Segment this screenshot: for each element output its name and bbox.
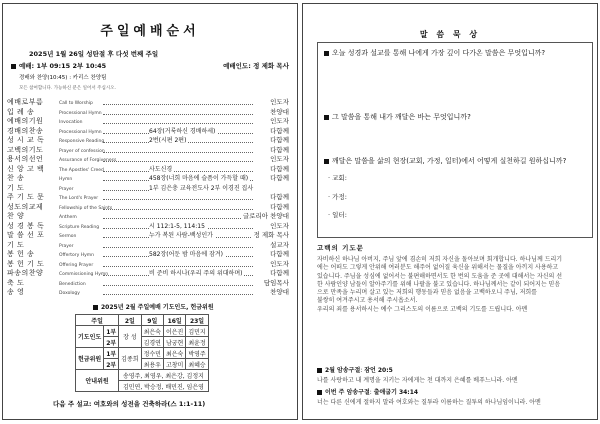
order-item-leader-line	[103, 199, 253, 200]
duty-header-cell: 주일	[76, 315, 119, 326]
this-week-ref: 출애굽기 34:14	[373, 389, 419, 396]
question-3	[324, 157, 566, 166]
worship-order-panel	[2, 3, 298, 420]
prayer-line: 불쌍히 여겨주시고 용서해 주시옵소서.	[317, 297, 418, 305]
duty-cell: 이은진	[163, 326, 185, 337]
square-bullet-icon	[11, 64, 16, 69]
duty-row	[76, 370, 209, 381]
q3-work: · 일터:	[328, 211, 347, 219]
duty-cell: 고창미	[163, 359, 185, 370]
order-item-name: 경배의찬송	[7, 126, 44, 135]
order-item-leader-line	[103, 114, 253, 115]
order-item-name: 말 씀 선 포	[7, 231, 45, 239]
duty-cell: 정수민	[141, 348, 163, 359]
memory-verse-text: 나를 사랑하고 내 계명을 지키는 자에게는 천 대까지 은혜를 베푸느니라. 아멘	[317, 377, 518, 384]
order-item-name: 고백의기도	[7, 145, 44, 154]
duty-cell: 송영주, 최영우, 최은강, 김정지	[119, 370, 209, 381]
question-3-text: 깨달은 말씀을 삶의 현장(교회, 가정, 일터)에서 어떻게 실천하길 원하십니까?	[332, 157, 567, 165]
order-item	[7, 288, 293, 297]
order-item-leader-line	[103, 266, 253, 267]
duty-row	[76, 326, 209, 337]
order-item-name: 입 례 송	[7, 107, 35, 116]
order-item	[7, 165, 293, 174]
order-item-leader-line	[103, 171, 253, 172]
service-date: 2025년 1월 26일 성탄절 후 다섯 번째 주일	[29, 50, 159, 58]
duty-cell: 장 성	[119, 326, 141, 348]
prayer-line: 으로 만족을 누리며 살고 있는 저희의 행동들과 믿음 없음을 고백하오니 주님, 저희를	[317, 289, 537, 297]
order-item-leader: 인도자	[270, 221, 289, 230]
order-item-leader-line	[103, 209, 253, 210]
meditation-box	[317, 42, 593, 238]
duty-service-cell: 2부	[104, 337, 119, 348]
duty-row	[76, 348, 209, 359]
meditation-panel	[302, 3, 598, 420]
duty-cell: 김민지	[186, 326, 208, 337]
square-bullet-icon	[317, 390, 322, 395]
question-2-text: 그 말씀을 통해 내가 깨달은 바는 무엇입니까?	[332, 113, 471, 121]
duty-cell: 최혜승	[186, 359, 208, 370]
order-item	[7, 269, 293, 278]
service-times-label: 예배:	[19, 62, 35, 70]
order-item-english: Offertory Hymn	[59, 253, 95, 258]
service-times-value: 1부 09:15 2부 10:45	[36, 62, 107, 70]
order-item	[7, 279, 293, 288]
order-item-english: Prayer	[59, 186, 74, 192]
this-week-text: 너는 다른 신에게 절하지 말라 여호와는 질투라 이름하는 질투의 하나님임이니라. 아멘	[317, 399, 541, 406]
order-item-leader-line	[103, 218, 253, 219]
order-item-leader: 다함께	[270, 164, 289, 173]
order-item-english: Commissioning Hymn	[59, 272, 109, 277]
order-item-leader: 다함께	[270, 126, 289, 135]
order-item-detail: 사도신경	[149, 165, 173, 173]
prayer-line: 자비하신 하나님 아버지, 주님 앞에 겸손히 저희 자신을 돌아보며 회개합니다. 하나님께 드리기	[317, 256, 563, 263]
this-week-label: 이번 주 암송구절	[325, 389, 370, 396]
order-item-english: Assurance of Forgiveness	[59, 158, 117, 163]
duty-title	[93, 305, 214, 311]
order-item-name: 찬 송	[7, 174, 25, 182]
square-bullet-icon	[317, 368, 322, 373]
order-item	[7, 241, 293, 250]
order-item-english: Processional Hymn	[59, 110, 102, 116]
service-leader: 예배인도: 정 제화 목사	[223, 62, 289, 70]
order-item-leader: 글로리아 찬양대	[242, 212, 289, 220]
order-item-leader: 다함께	[270, 145, 289, 154]
order-item	[7, 155, 293, 164]
order-item-leader: 인도자	[270, 259, 289, 268]
prayer-line: 우리의 죄를 용서하시는 예수 그리스도의 이름으로 고백의 기도를 드립니다. 아멘	[317, 305, 528, 313]
order-item-leader: 담임목사	[263, 278, 289, 287]
order-item-name: 기 도	[7, 183, 25, 192]
order-item-detail: 64장(거룩하신 경배하세)	[149, 127, 216, 135]
order-item	[7, 203, 293, 212]
duty-cell: 김종희	[119, 348, 141, 370]
order-item-english: Call to Worship	[59, 101, 93, 106]
order-item	[7, 231, 293, 240]
order-item-detail: 582장(어둔 밤 마음에 잠겨)	[149, 251, 224, 258]
confession-title: 고백의 기도문	[317, 244, 364, 252]
duty-header-cell: 2일	[119, 315, 141, 326]
order-item-english: Responsive Reading	[59, 139, 105, 144]
order-item-detail: 458장(너희 마음에 슬픔이 가득할 때)	[149, 175, 249, 182]
duty-cell: 김민연, 박승정, 배민진, 임은영	[119, 381, 209, 392]
order-item-detail: 2번(시편 2편)	[149, 137, 187, 144]
order-item-detail: 시 112:1-5, 114:15	[149, 222, 205, 230]
duty-service-cell: 1부	[104, 348, 119, 359]
order-item-leader: 다함께	[270, 250, 289, 258]
question-1-text: 오늘 성경과 설교를 통해 나에게 가장 깊이 다가온 말씀은 무엇입니까?	[332, 49, 546, 57]
order-item-leader: 인도자	[270, 98, 289, 106]
order-item	[7, 136, 293, 145]
order-item-english: Processional Hymn	[59, 129, 102, 135]
order-item-english: The Apostles' Creed	[59, 167, 104, 173]
duty-cell: 최은숙	[141, 326, 163, 337]
praise-team: 경배와 찬양(10:45) : 카리스 찬양팀	[19, 75, 107, 81]
order-item-detail: 비 준비 하시나(우리 주의 위대하며)	[149, 270, 243, 277]
duty-cell: 김경연	[141, 337, 163, 348]
order-item-leader-line	[103, 123, 253, 124]
order-item-name: 봉 헌 기 도	[7, 259, 45, 268]
order-item-name: 찬 양	[7, 212, 25, 220]
order-item	[7, 193, 293, 202]
service-times	[11, 63, 106, 70]
order-item	[7, 250, 293, 259]
prayer-line: 한 사람인양 남들이 알아주기를 위해 나팔을 불고 있습니다. 하나님께서는 같이 되어지는 믿음	[317, 280, 561, 288]
square-bullet-icon	[324, 51, 329, 56]
order-item	[7, 127, 293, 136]
question-1	[324, 49, 545, 58]
order-item-leader: 찬양대	[270, 107, 289, 116]
order-item	[7, 184, 293, 193]
this-week-heading: 이번 주 암송구절: 출애굽기 34:14	[317, 390, 418, 396]
order-item-leader: 설교자	[270, 240, 289, 249]
square-bullet-icon	[93, 305, 98, 310]
order-item	[7, 98, 293, 107]
order-item	[7, 212, 293, 221]
duty-service-cell: 2부	[104, 359, 119, 370]
duty-cell: 최은숙	[163, 348, 185, 359]
order-item-english: Anthem	[59, 215, 77, 220]
order-item-leader: 인도자	[270, 155, 289, 163]
order-item-leader-line	[103, 285, 253, 286]
duty-header-cell: 23일	[186, 315, 208, 326]
order-item	[7, 222, 293, 231]
square-bullet-icon	[324, 115, 329, 120]
duty-header-cell: 9일	[141, 315, 163, 326]
meditation-title: 말 씀 묵 상	[419, 30, 481, 39]
order-item-name: 성 경 봉 독	[7, 221, 45, 230]
order-item-english: Offering Prayer	[59, 262, 94, 268]
worship-order-title: 주일예배순서	[100, 24, 200, 39]
order-item-name: 성 시 교 독	[7, 136, 45, 144]
order-item-name: 축 도	[7, 278, 25, 287]
memory-ref: 잠언 20:5	[364, 367, 393, 374]
order-item-leader: 정 제화 목사	[253, 231, 289, 239]
order-item-leader-line	[103, 161, 253, 162]
order-item	[7, 108, 293, 117]
prayer-line: 에는 어떠도 그렇게 안위해 여러분도 해주어 없어질 육신을 위해서는 물질을 아끼지 사용하고	[317, 264, 559, 272]
order-item-detail: 1부 김은충 교육전도사 2부 이경진 집사	[149, 184, 254, 192]
square-bullet-icon	[324, 159, 329, 164]
confession-prayer	[317, 256, 593, 314]
duty-role-cell: 기도인도	[76, 326, 104, 348]
memory-label: 2월 암송구절	[325, 367, 361, 374]
order-item-english: Scripture Reading	[59, 224, 100, 230]
order-item-leader: 다함께	[270, 136, 289, 144]
duty-header-row	[76, 315, 209, 326]
order-item-name: 파송의찬양	[7, 269, 44, 277]
order-item-english: Prayer	[59, 243, 74, 249]
next-sermon: 다음 주 설교: 여호와의 성전을 건축하라(스 1:1-11)	[53, 400, 206, 408]
order-item-leader: 다함께	[270, 193, 289, 201]
question-2	[324, 113, 471, 122]
order-item-name: 예배로부름	[7, 98, 44, 106]
order-item-name: 주 기 도 문	[7, 193, 45, 201]
order-item-name: 용서의선언	[7, 155, 44, 163]
prayer-line: 있습니다. 주님을 성심에 없어서는 불편해하면서도 한 번의 도움을 준 곳에 대해서는 자신의 선	[317, 272, 563, 280]
order-item-english: Invocation	[59, 120, 83, 125]
order-item-english: Hymn	[59, 177, 73, 182]
order-item-english: Prayer of confession	[59, 148, 105, 154]
order-item-english: Benediction	[59, 281, 86, 287]
order-item-leader: 인도자	[270, 117, 289, 125]
duty-cell: 남궁현	[163, 337, 185, 348]
order-item-english: Doxology	[59, 291, 80, 296]
order-item	[7, 117, 293, 126]
order-item-leader-line	[103, 104, 253, 105]
order-item-name: 기 도	[7, 240, 25, 249]
stand-note: 모든 참여합니다. 가능하신 분은 일어서 주십시오.	[19, 86, 116, 91]
duty-role-cell: 헌금위원	[76, 348, 104, 370]
duty-header-cell: 16일	[163, 315, 185, 326]
order-item-leader-line	[103, 294, 253, 295]
duty-table	[75, 314, 209, 392]
order-item	[7, 146, 293, 155]
order-item-leader: 다함께	[270, 174, 289, 182]
memory-verse-heading: 2월 암송구절: 잠언 20:5	[317, 368, 393, 374]
order-item-name: 송 영	[7, 288, 25, 296]
q3-church: · 교회:	[328, 174, 347, 182]
order-item-name: 성도의교제	[7, 202, 44, 211]
order-item-leader-line	[103, 152, 253, 153]
duty-cell: 최윤정	[186, 337, 208, 348]
duty-cell: 최용우	[141, 359, 163, 370]
duty-cell: 박영주	[186, 348, 208, 359]
order-item-leader-line	[103, 247, 253, 248]
order-item-leader: 다함께	[270, 202, 289, 211]
order-item-name: 봉 헌 송	[7, 250, 35, 258]
duty-service-cell: 1부	[104, 326, 119, 337]
duty-title-text: 2025년 2월 주일예배 기도인도, 헌금위원	[101, 304, 214, 311]
duty-role-cell: 안내위원	[76, 370, 119, 392]
order-item-name: 예배의기원	[7, 117, 44, 125]
order-item-name: 신 앙 고 백	[7, 164, 45, 173]
order-item-english: Fellowship of the Saints	[59, 205, 113, 211]
order-item-leader: 다함께	[270, 269, 289, 277]
order-item-english: Sermon	[59, 234, 77, 239]
q3-home: · 가정:	[328, 193, 347, 201]
order-item-detail: 누가 복된 사람-백성인가	[149, 232, 213, 239]
order-item-english: The Lord's Prayer	[59, 196, 99, 201]
order-item-leader: 찬양대	[270, 288, 289, 296]
order-item	[7, 174, 293, 183]
order-item	[7, 260, 293, 269]
